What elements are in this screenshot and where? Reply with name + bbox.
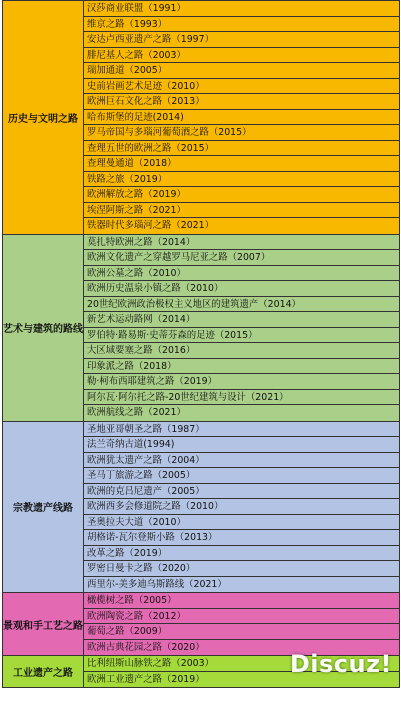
route-item: 汉莎商业联盟（1991） bbox=[84, 1, 399, 17]
route-item: 欧洲巨石文化之路（2013） bbox=[84, 94, 399, 110]
route-item: 铁器时代多瑙河之路（2021） bbox=[87, 220, 214, 231]
route-item: 莫扎特欧洲之路（2014） bbox=[84, 235, 399, 251]
route-item: 维京之路（1993） bbox=[84, 17, 399, 33]
route-item: 20世纪欧洲政治极权主义地区的建筑遗产（2014） bbox=[84, 297, 399, 313]
route-item: 圣马丁旅游之路（2005） bbox=[84, 468, 399, 484]
route-item: 圣奥拉夫大道（2010） bbox=[84, 515, 399, 531]
route-item: 罗密日曼卡之路（2020） bbox=[84, 561, 399, 577]
route-item: 欧洲犹太遗产之路（2004） bbox=[84, 453, 399, 469]
route-item: 欧洲陶瓷之路（2012） bbox=[84, 609, 399, 625]
route-item: 橄榄树之路（2005） bbox=[84, 593, 399, 609]
route-item: 腓尼基人之路（2003） bbox=[84, 48, 399, 64]
route-item: 西里尔-美多迪乌斯路线（2021） bbox=[87, 578, 227, 590]
route-list bbox=[84, 1, 400, 234]
route-item: 欧洲解放之路（2019） bbox=[84, 187, 399, 203]
route-item: 查理五世的欧洲之路（2015） bbox=[84, 141, 399, 157]
group-history-civilization bbox=[3, 1, 400, 235]
category-label: 工业遗产之路 bbox=[3, 656, 84, 687]
route-item: 查理曼通道（2018） bbox=[84, 156, 399, 172]
route-item: 勒·柯布西耶建筑之路（2019） bbox=[84, 374, 399, 390]
group-landscape-craft bbox=[3, 593, 400, 656]
route-item: 瑞加通道（2005） bbox=[84, 63, 399, 79]
route-item: 史前岩画艺术足迹（2010） bbox=[84, 79, 399, 95]
route-item: 葡萄之路（2009） bbox=[84, 624, 399, 640]
watermark-logo: Discuz! bbox=[289, 650, 392, 678]
category-label: 历史与文明之路 bbox=[3, 1, 84, 234]
route-item: 铁路之旅（2019） bbox=[84, 172, 399, 188]
group-religious-heritage bbox=[3, 422, 400, 594]
route-item: 阿尔瓦·阿尔托之路-20世纪建筑与设计（2021） bbox=[84, 390, 399, 406]
route-item: 埃涅阿斯之路（2021） bbox=[84, 203, 399, 219]
category-label: 艺术与建筑的路线 bbox=[3, 235, 84, 421]
group-art-architecture bbox=[3, 235, 400, 422]
category-label: 景观和手工艺之路 bbox=[3, 593, 84, 655]
route-list bbox=[84, 593, 400, 655]
route-item: 欧洲历史温泉小镇之路（2010） bbox=[84, 281, 399, 297]
route-item: 罗马帝国与多瑙河葡萄酒之路（2015） bbox=[84, 125, 399, 141]
route-item: 欧洲公墓之路（2010） bbox=[84, 266, 399, 282]
category-label: 宗教遗产线路 bbox=[3, 422, 84, 593]
route-item: 法兰奇纳古道(1994) bbox=[84, 437, 399, 453]
route-item: 罗伯特·路易斯·史蒂芬森的足迹（2015） bbox=[84, 328, 399, 344]
route-item: 圣地亚哥朝圣之路（1987） bbox=[84, 422, 399, 438]
route-item: 比利纽斯山脉铁之路（2003） bbox=[84, 656, 399, 672]
route-item: 胡格诺-瓦尔登斯小路（2013） bbox=[84, 530, 399, 546]
route-item: 欧洲的克吕尼遗产（2005） bbox=[84, 484, 399, 500]
route-item: 新艺术运动路网（2014） bbox=[84, 312, 399, 328]
route-item: 哈布斯堡的足迹(2014) bbox=[84, 110, 399, 126]
route-item: 欧洲文化遗产之穿越罗马尼亚之路（2007） bbox=[84, 250, 399, 266]
route-list bbox=[84, 422, 400, 593]
route-item: 大区域要塞之路（2016） bbox=[84, 343, 399, 359]
route-item: 欧洲古典花园之路（2020） bbox=[87, 641, 205, 653]
route-item: 欧洲工业遗产之路（2019） bbox=[87, 673, 205, 685]
routes-table bbox=[2, 0, 400, 688]
route-list bbox=[84, 235, 400, 421]
route-item: 欧洲西多会修道院之路（2010） bbox=[84, 499, 399, 515]
route-item: 印象派之路（2018） bbox=[84, 359, 399, 375]
route-item: 改革之路（2019） bbox=[84, 546, 399, 562]
route-item: 欧洲航线之路（2021） bbox=[87, 407, 186, 418]
route-item: 安达卢西亚遗产之路（1997） bbox=[84, 32, 399, 48]
